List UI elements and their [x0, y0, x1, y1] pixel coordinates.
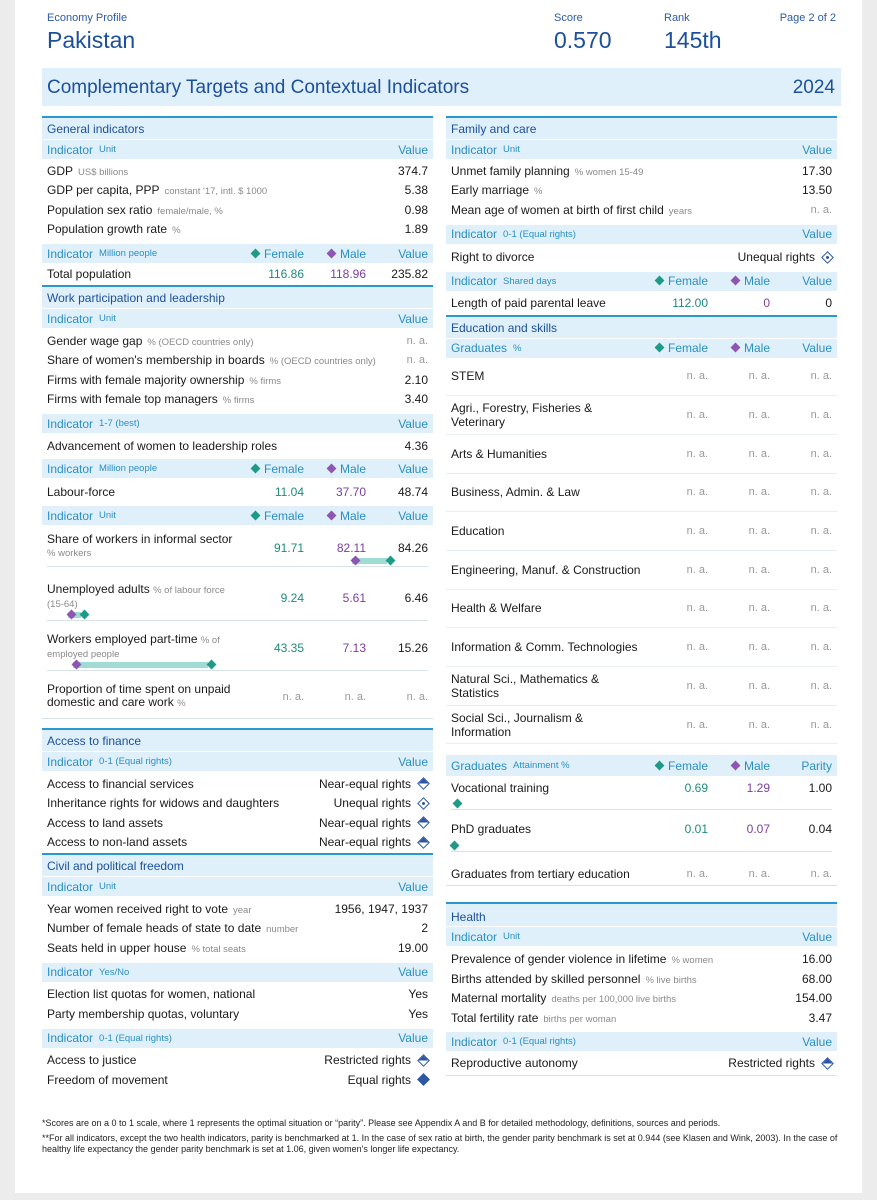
indicator-row [42, 794, 433, 814]
indicator-unit: % women [671, 955, 714, 967]
indicator-name [47, 334, 407, 348]
female-marker [450, 841, 460, 851]
indicator-unit: % (OECD countries only) [269, 356, 376, 368]
near-equal-icon [417, 777, 430, 790]
indicator-value: 68.00 [801, 971, 832, 986]
attainment-header-row: Graduates Attainment % Female Male Parity [446, 754, 837, 776]
indicator-row [42, 200, 433, 220]
indicator-value: Yes [408, 987, 428, 1002]
education-value-value: n. a. [810, 718, 832, 731]
indicator-row [42, 370, 433, 390]
indicator-value: 17.30 [801, 163, 832, 178]
indicator-value: 19.00 [397, 940, 428, 955]
indicator-row [42, 161, 433, 181]
indicator-value: Unequal rights [333, 796, 411, 811]
indicator-row [42, 1070, 433, 1090]
indicator-label: Access to non-land assets [47, 835, 188, 850]
unequal-icon [417, 797, 430, 810]
indicator-value: 13.50 [801, 183, 832, 198]
indicator-name [47, 353, 407, 367]
indicator-row [42, 813, 433, 833]
indicator-value: 3.40 [404, 392, 428, 407]
education-field-name: Arts & Humanities [451, 446, 548, 461]
education-field-name: Engineering, Manuf. & Construction [451, 562, 641, 577]
education-male-value: n. a. [748, 679, 770, 692]
indicator-unit: year [233, 904, 252, 916]
indicator-unit: % firms [249, 375, 282, 387]
rank-value: 145th [664, 27, 722, 53]
work-header-row: Indicator Unit Value [42, 308, 433, 328]
indicator-row [42, 181, 433, 201]
indicator-name [451, 991, 795, 1005]
country-name: Pakistan [47, 27, 136, 53]
male-diamond-icon [327, 510, 337, 520]
phd-bar [451, 840, 832, 852]
education-female-value: n. a. [686, 679, 708, 692]
indicator-unit: constant '17, intl. $ 1000 [164, 186, 268, 198]
education-value-value: n. a. [810, 486, 832, 499]
indicator-unit: US$ billions [78, 166, 129, 178]
restricted-icon [821, 1057, 834, 1070]
female-diamond-icon [655, 343, 665, 353]
indicator-label: Prevalence of gender violence in lifetime [451, 952, 667, 967]
indicator-unit: female/male, % [157, 205, 223, 217]
indicator-name [47, 164, 398, 178]
indicator-value: 1956, 1947, 1937 [334, 901, 428, 916]
indicator-unit: % [172, 225, 181, 237]
education-value-value: n. a. [810, 679, 832, 692]
indicator-unit: % firms [222, 395, 255, 407]
rank-label: Rank [664, 12, 690, 24]
unequal-icon [821, 251, 834, 264]
family-care-title: Family and care [446, 116, 837, 139]
work-rows [42, 328, 433, 409]
education-rows [446, 358, 837, 745]
indicator-label: Access to land assets [47, 815, 164, 830]
indicator-row [42, 774, 433, 794]
female-marker [206, 660, 216, 670]
indicator-name [451, 972, 802, 986]
indicator-row [446, 181, 837, 201]
indicator-label: Seats held in upper house [47, 940, 187, 955]
education-field-row [446, 706, 837, 745]
indicator-label: GDP per capita, PPP [47, 183, 160, 198]
left-column [42, 116, 433, 1090]
indicator-unit: % live births [645, 974, 697, 986]
indicator-unit: births per woman [543, 1013, 617, 1025]
leave-header-row: Indicator Shared days Female Male Value [446, 271, 837, 291]
near-equal-icon [417, 816, 430, 829]
leadership-header-row: Indicator 1-7 (best) Value [42, 413, 433, 433]
right-column [446, 116, 837, 1076]
indicator-name [451, 183, 802, 197]
education-female-value: n. a. [686, 447, 708, 460]
education-field-name: Social Sci., Journalism & Information [451, 710, 584, 739]
indicator-value: Near-equal rights [318, 776, 411, 791]
page-number: Page 2 of 2 [779, 12, 836, 24]
indicator-row [42, 919, 433, 939]
indicator-value: 154.00 [795, 991, 832, 1006]
education-female-value: n. a. [686, 718, 708, 731]
indicator-value: 2.10 [404, 372, 428, 387]
footnote-2: **For all indicators, except the two health indicators, parity is benchmarked at 1. In the case of sex ratio at birth, the gender parity benchmark is set at 0.944 (see Klasen and Wink, 2003). In the case of healthy life expectancy the gender parity benchmark is set at 1.06, given women's longer life expectancy. [42, 1132, 838, 1154]
indicator-unit: % (OECD countries only) [147, 336, 254, 348]
female-diamond-icon [251, 463, 261, 473]
indicator-row [42, 351, 433, 371]
indicator-name [47, 1053, 324, 1067]
family-header-row: Indicator Unit Value [446, 139, 837, 159]
indicator-value: 0.98 [404, 202, 428, 217]
civil-rights-rows [42, 1048, 433, 1090]
indicator-name [47, 777, 319, 791]
vocational-bar [451, 798, 832, 810]
education-value-value: n. a. [810, 370, 832, 383]
indicator-name [47, 902, 335, 916]
indicator-row [42, 390, 433, 410]
education-female-value: n. a. [686, 563, 708, 576]
section-title-bar [42, 68, 841, 106]
indicator-unit: years [668, 205, 693, 217]
education-value-value: n. a. [810, 602, 832, 615]
part-time-row: Workers employed part-time % of employed people 43.35 7.13 15.26 [47, 632, 428, 660]
quota-rows [42, 982, 433, 1024]
education-male-value: n. a. [748, 525, 770, 538]
rights-header-row: Indicator 0-1 (Equal rights) Value [42, 1028, 433, 1048]
civil-header-row: Indicator Unit Value [42, 876, 433, 896]
indicator-label: Births attended by skilled personnel [451, 971, 641, 986]
education-field-row [446, 358, 837, 397]
female-marker [80, 610, 90, 620]
indicator-row [42, 833, 433, 853]
education-male-value: n. a. [748, 718, 770, 731]
education-skills-title: Education and skills [446, 315, 837, 338]
indicator-name [451, 952, 802, 966]
indicator-label: Year women received right to vote [47, 901, 228, 916]
indicator-label: Firms with female top managers [47, 392, 218, 407]
footnotes [42, 1118, 842, 1156]
repro-header-row: Indicator 0-1 (Equal rights) Value [446, 1031, 837, 1051]
indicator-value: n. a. [406, 354, 428, 367]
indicator-row [446, 988, 837, 1008]
education-male-value: n. a. [748, 641, 770, 654]
indicator-label: Access to financial services [47, 776, 194, 791]
indicator-row [42, 220, 433, 240]
reproductive-autonomy-row: Reproductive autonomy Restricted rights [446, 1051, 837, 1076]
male-diamond-icon [731, 343, 741, 353]
finance-header-row: Indicator 0-1 (Equal rights) Value [42, 751, 433, 771]
health-rows [446, 946, 837, 1027]
civil-rows [42, 896, 433, 958]
near-equal-icon [417, 836, 430, 849]
indicator-unit: deaths per 100,000 live births [551, 994, 677, 1006]
report-year: 2024 [792, 77, 835, 98]
page-title: Complementary Targets and Contextual Indicators [47, 77, 470, 98]
indicator-label: Party membership quotas, voluntary [47, 1006, 240, 1021]
vocational-row: Vocational training 0.69 1.29 1.00 [451, 781, 832, 796]
female-diamond-icon [655, 760, 665, 770]
indicator-label: Population growth rate [47, 222, 168, 237]
indicator-unit: number [266, 924, 299, 936]
indicator-row [446, 1008, 837, 1028]
education-male-value: n. a. [748, 409, 770, 422]
leadership-row: Advancement of women to leadership roles 4.36 [47, 438, 428, 453]
indicator-value: 3.47 [808, 1010, 832, 1025]
indicator-label: Inheritance rights for widows and daughters [47, 796, 280, 811]
education-male-value: n. a. [748, 447, 770, 460]
labour-force-row: Labour-force 11.04 37.70 48.74 [47, 484, 428, 499]
indicator-row [42, 1051, 433, 1071]
report-page [15, 0, 862, 1193]
education-female-value: n. a. [686, 641, 708, 654]
education-field-row [446, 396, 837, 435]
education-field-name: Information & Comm. Technologies [451, 640, 638, 655]
indicator-name [47, 796, 334, 810]
health-title: Health [446, 902, 837, 926]
general-indicators-title: General indicators [42, 116, 433, 139]
indicator-row [42, 899, 433, 919]
indicator-value: 374.7 [397, 163, 428, 178]
population-header-row: Indicator Million people Female Male Value [42, 243, 433, 263]
tertiary-row: Graduates from tertiary education n. a. n. a. n. a. [446, 852, 837, 886]
gap-bar-fill [73, 662, 207, 668]
education-field-name: Education [451, 524, 505, 539]
male-diamond-icon [731, 760, 741, 770]
indicator-label: Population sex ratio [47, 202, 153, 217]
score-label: Score [554, 12, 583, 24]
total-population-row: Total population 116.86 118.96 235.82 [47, 267, 428, 281]
labour-header-row: Indicator Million people Female Male Value [42, 458, 433, 478]
indicator-row [42, 938, 433, 958]
quotas-header-row: Indicator Yes/No Value [42, 962, 433, 982]
education-field-row [446, 474, 837, 513]
indicator-label: GDP [47, 163, 74, 178]
indicator-label: Firms with female majority ownership [47, 372, 245, 387]
unpaid-care-row: Proportion of time spent on unpaid domestic and care work % n. a. n. a. n. a. [42, 671, 433, 719]
indicator-row [42, 1004, 433, 1024]
indicator-unit: % women 15-49 [574, 166, 644, 178]
education-field-name: Health & Welfare [451, 601, 542, 616]
indicator-row [446, 161, 837, 181]
education-value-value: n. a. [810, 563, 832, 576]
indicator-value: n. a. [810, 203, 832, 216]
indicator-value: Near-equal rights [318, 835, 411, 850]
education-female-value: n. a. [686, 602, 708, 615]
indicator-label: Early marriage [451, 183, 530, 198]
indicator-name [47, 941, 398, 955]
male-diamond-icon [327, 248, 337, 258]
indicator-unit: % [534, 186, 543, 198]
family-rows [446, 159, 837, 220]
education-field-name: Natural Sci., Mathematics & Statistics [451, 671, 600, 700]
phd-row: PhD graduates 0.01 0.07 0.04 [451, 822, 832, 837]
indicator-row [42, 985, 433, 1005]
indicator-name [47, 392, 405, 406]
indicator-name [47, 921, 421, 935]
general-header-row: Indicator Unit Value [42, 139, 433, 159]
access-finance-title: Access to finance [42, 728, 433, 751]
indicator-value: Yes [408, 1006, 428, 1021]
education-field-row [446, 435, 837, 474]
education-female-value: n. a. [686, 486, 708, 499]
indicator-value: 1.89 [404, 222, 428, 237]
indicator-value: Restricted rights [324, 1053, 411, 1068]
indicator-value: 2 [421, 921, 428, 936]
indicator-label: Access to justice [47, 1053, 137, 1068]
indicator-row [42, 331, 433, 351]
male-diamond-icon [327, 463, 337, 473]
indicator-value: Equal rights [347, 1072, 411, 1087]
divorce-header-row: Indicator 0-1 (Equal rights) Value [446, 224, 837, 244]
education-field-name: Agri., Forestry, Fisheries & Veterinary [451, 401, 593, 430]
education-field-row [446, 590, 837, 629]
informal-sector-row: Share of workers in informal sector % workers 91.71 82.11 84.26 [47, 532, 428, 559]
education-field-row [446, 551, 837, 590]
education-field-row [446, 667, 837, 706]
unemployed-bar [47, 609, 428, 621]
education-male-value: n. a. [748, 602, 770, 615]
indicator-name [451, 164, 802, 178]
indicator-label: Maternal mortality [451, 991, 547, 1006]
indicator-name [451, 1011, 809, 1025]
indicator-label: Freedom of movement [47, 1072, 168, 1087]
education-field-row [446, 628, 837, 667]
indicator-name [47, 373, 405, 387]
education-male-value: n. a. [748, 563, 770, 576]
indicator-label: Number of female heads of state to date [47, 921, 262, 936]
education-value-value: n. a. [810, 641, 832, 654]
general-rows [42, 159, 433, 239]
education-female-value: n. a. [686, 525, 708, 538]
male-diamond-icon [731, 276, 741, 286]
indicator-label: Share of women's membership in boards [47, 353, 265, 368]
indicator-name [47, 222, 405, 236]
informal-sector-bar [47, 555, 428, 567]
indicator-label: Gender wage gap [47, 333, 143, 348]
female-diamond-icon [655, 276, 665, 286]
education-field-name: STEM [451, 369, 485, 384]
indicator-row [446, 200, 837, 220]
education-female-value: n. a. [686, 409, 708, 422]
education-value-value: n. a. [810, 525, 832, 538]
education-male-value: n. a. [748, 486, 770, 499]
indicator-row [446, 949, 837, 969]
restricted-icon [417, 1054, 430, 1067]
indicator-name [451, 203, 811, 217]
health-header-row: Indicator Unit Value [446, 926, 837, 946]
divorce-row: Right to divorce Unequal rights [446, 244, 837, 271]
footnote-1: *Scores are on a 0 to 1 scale, where 1 represents the optimal situation or “parity”. Please see Appendix A and B for detailed methodology, definitions, sources and periods. [42, 1118, 721, 1128]
score-value: 0.570 [554, 27, 612, 53]
education-field-name: Business, Admin. & Law [451, 485, 580, 500]
indicator-value: n. a. [406, 334, 428, 347]
female-diamond-icon [251, 248, 261, 258]
female-marker [452, 799, 462, 809]
indicator-name [47, 835, 319, 849]
education-header-row: Graduates % Female Male Value [446, 338, 837, 358]
education-female-value: n. a. [686, 370, 708, 383]
indicator-name [47, 183, 405, 197]
indicator-name [47, 816, 319, 830]
finance-rows [42, 771, 433, 852]
profile-label: Economy Profile [47, 12, 128, 24]
equal-icon [417, 1073, 430, 1086]
indicator-label: Mean age of women at birth of first child [451, 202, 664, 217]
page-header [15, 0, 862, 62]
education-field-row [446, 512, 837, 551]
education-value-value: n. a. [810, 409, 832, 422]
indicator-name [47, 1007, 408, 1021]
indicator-name [47, 203, 405, 217]
education-male-value: n. a. [748, 370, 770, 383]
civil-freedom-title: Civil and political freedom [42, 853, 433, 876]
indicator-row [446, 969, 837, 989]
indicator-name [47, 987, 408, 1001]
unemployed-row: Unemployed adults % of labour force (15-64) 9.24 5.61 6.46 [47, 582, 428, 610]
part-time-bar [47, 659, 428, 671]
work-participation-title: Work participation and leadership [42, 285, 433, 308]
parental-leave-row: Length of paid parental leave 112.00 0 0 [451, 295, 832, 310]
indicator-value: 5.38 [404, 183, 428, 198]
indicator-label: Unmet family planning [451, 163, 570, 178]
informal-header-row: Indicator Unit Female Male Value [42, 505, 433, 525]
indicator-label: Total fertility rate [451, 1010, 539, 1025]
indicator-unit: % total seats [191, 943, 246, 955]
indicator-value: 16.00 [801, 952, 832, 967]
indicator-value: Near-equal rights [318, 815, 411, 830]
indicator-label: Election list quotas for women, national [47, 987, 256, 1002]
female-marker [386, 556, 396, 566]
indicator-name [47, 1073, 348, 1087]
education-value-value: n. a. [810, 447, 832, 460]
female-diamond-icon [251, 510, 261, 520]
